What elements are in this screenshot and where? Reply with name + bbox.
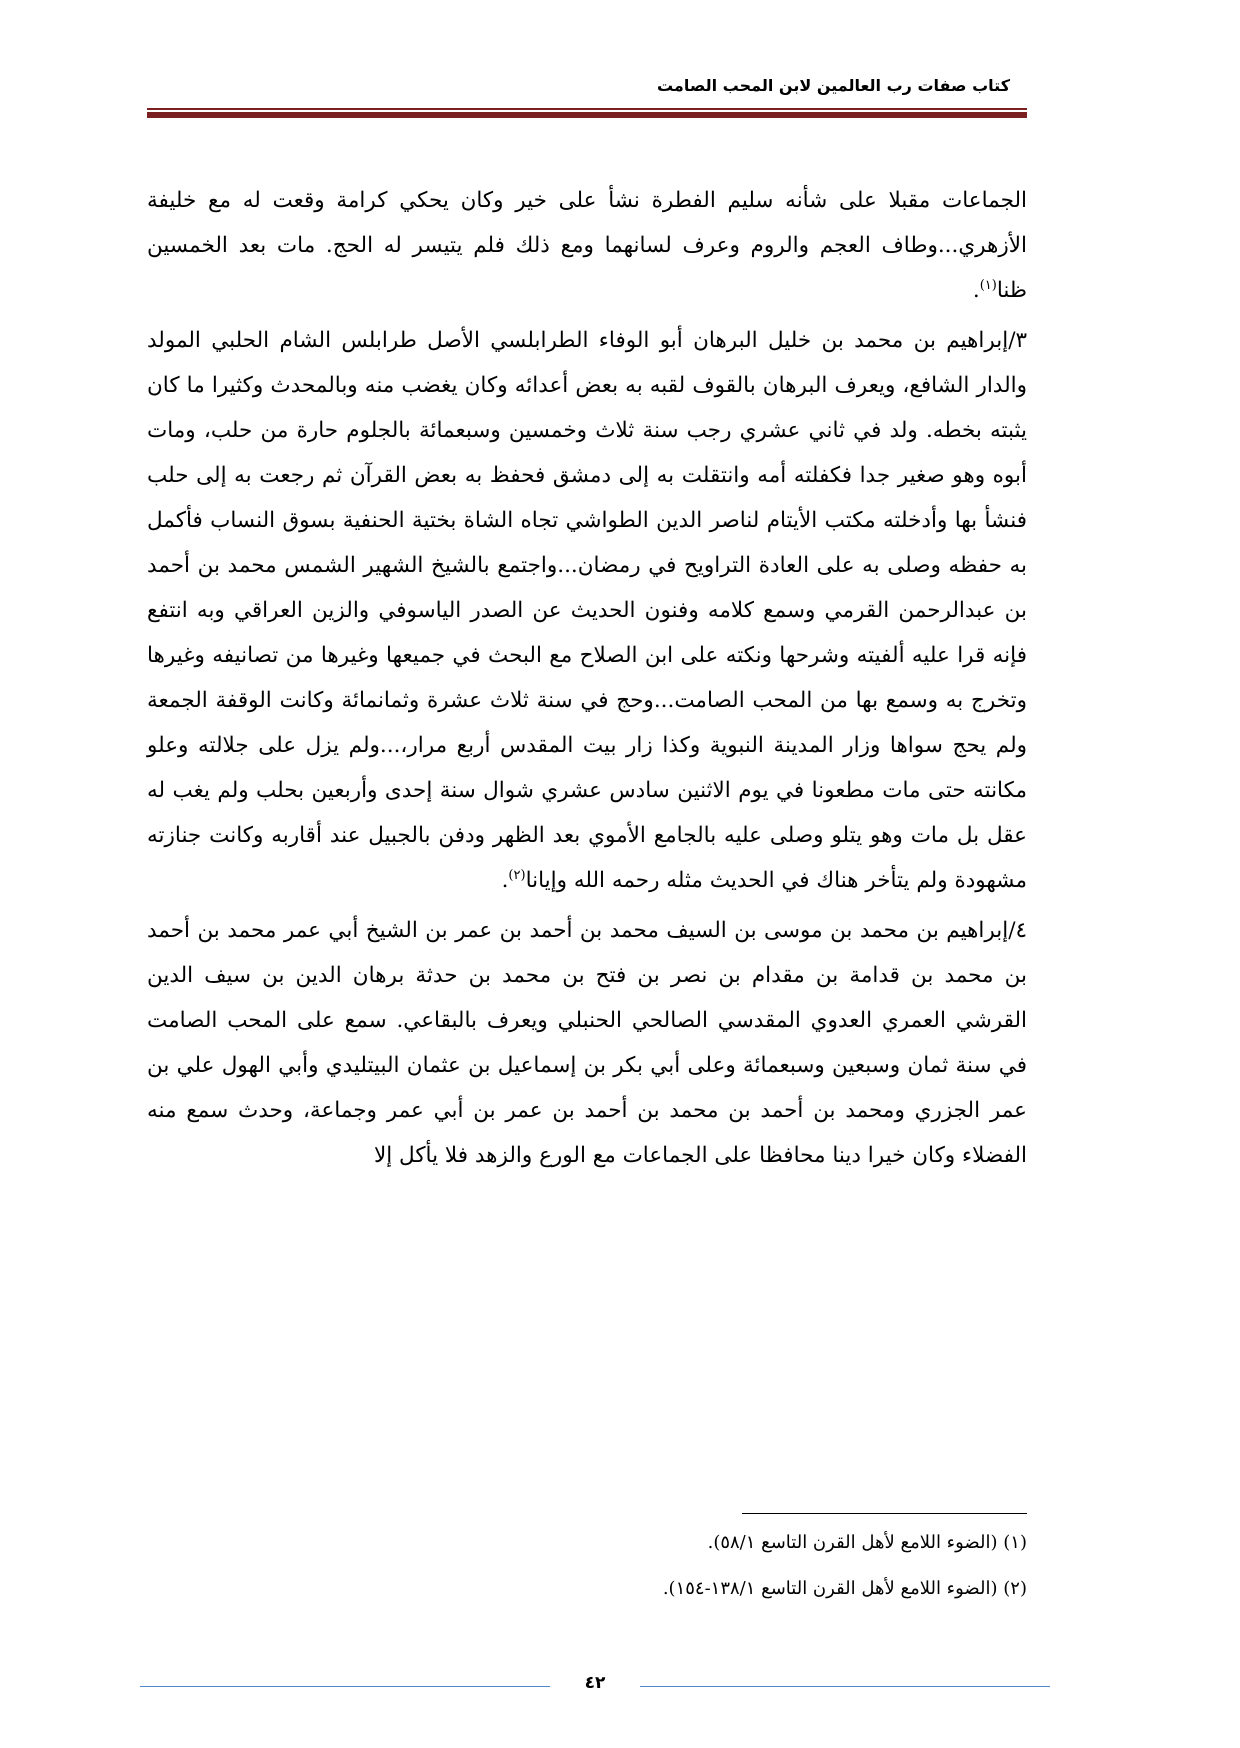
- paragraph-3-text: ٤/إبراهيم بن محمد بن موسى بن السيف محمد بن أحمد بن عمر بن الشيخ أبي عمر محمد بن أحمد بن محمد بن قدامة بن مقدام بن نصر بن فتح بن محمد بن حدثة برهان الدين بن سيف الدين القرشي العمري العدوي المقدسي الصالحي الحنبلي ويعرف بالبقاعي. سمع على المحب الصامت في سنة ثمان وسبعين وسبعمائة وعلى أبي بكر بن إسماعيل بن عثمان البيتليدي وأبي الهول علي بن عمر الجزري ومحمد بن أحمد بن محمد بن أحمد بن عمر بن أبي عمر وجماعة، وحدث سمع منه الفضلاء وكان خيرا دينا محافظا على الجماعات مع الورع والزهد فلا يأكل إلا: [147, 918, 1027, 1168]
- footer-rule-left: [140, 1686, 550, 1687]
- main-text: [147, 178, 1027, 1183]
- footnote-ref-1: (١): [979, 277, 997, 293]
- page-number: ٤٢: [584, 1673, 606, 1693]
- footnotes: [147, 1520, 1027, 1612]
- paragraph-2-end: .: [501, 868, 509, 893]
- paragraph-2-text: ٣/إبراهيم بن محمد بن خليل البرهان أبو الوفاء الطرابلسي الأصل طرابلس الشام الحلبي المولد والدار الشافع، ويعرف البرهان بالقوف لقبه به بعض أعدائه وكان يغضب منه وبالمحدث وكثيرا ما كان يثبته بخطه. ولد في ثاني عشري رجب سنة ثلاث وخمسين وسبعمائة بالجلوم حارة من حلب، ومات أبوه وهو صغير جدا فكفلته أمه وانتقلت به إلى دمشق فحفظ به بعض القرآن ثم رجعت به إلى حلب فنشأ بها وأدخلته مكتب الأيتام لناصر الدين الطواشي تجاه الشاة بختية الحنفية بسوق النساب فأكمل به حفظه وصلى به على العادة التراويح في رمضان...واجتمع بالشيخ الشهير الشمس محمد بن أحمد بن عبدالرحمن القرمي وسمع كلامه وفنون الحديث عن الصدر الياسوفي والزين العراقي وبه انتفع فإنه قرا عليه ألفيته وشرحها ونكته على ابن الصلاح مع البحث في جميعها وغيرها من تصانيفه وغيرها وتخرج به وسمع بها من المحب الصامت...وحج في سنة ثلاث عشرة وثمانمائة وكانت الوقفة الجمعة ولم يحج سواها وزار المدينة النبوية وكذا زار بيت المقدس أربع مرار،...ولم يزل على جلالته وعلو مكانته حتى مات مطعونا في يوم الاثنين سادس عشري شوال سنة إحدى وأربعين بحلب ولم يغب له عقل بل مات وهو يتلو وصلى عليه بالجامع الأموي بعد الظهر ودفن بالجبيل عند أقاربه وكانت جنازته مشهودة ولم يتأخر هناك في الحديث مثله رحمه الله وإيانا: [147, 328, 1027, 893]
- running-header-title: كتاب صفات رب العالمين لابن المحب الصامت: [656, 76, 1010, 95]
- footnote-2: (٢) (الضوء اللامع لأهل القرن التاسع ١٣٨/١-١٥٤).: [662, 1578, 1027, 1599]
- header-rule-thick: [147, 112, 1027, 118]
- footnote-separator: [742, 1513, 1027, 1514]
- footnote-1: (١) (الضوء اللامع لأهل القرن التاسع ٥٨/١).: [707, 1532, 1027, 1553]
- footer-rule-right: [640, 1686, 1050, 1687]
- paragraph-1: [147, 178, 1027, 313]
- paragraph-1-text: الجماعات مقبلا على شأنه سليم الفطرة نشأ على خير وكان يحكي كرامة وقعت له مع خليفة الأزهري...وطاف العجم والروم وعرف لسانهما ومع ذلك فلم يتيسر له الحج. مات بعد الخمسين ظنا: [147, 188, 1027, 303]
- footnote-ref-2: (٢): [508, 867, 526, 883]
- header-rule-thin: [147, 108, 1027, 110]
- paragraph-2: [147, 318, 1027, 903]
- paragraph-3: [147, 908, 1027, 1178]
- paragraph-1-end: .: [972, 278, 980, 303]
